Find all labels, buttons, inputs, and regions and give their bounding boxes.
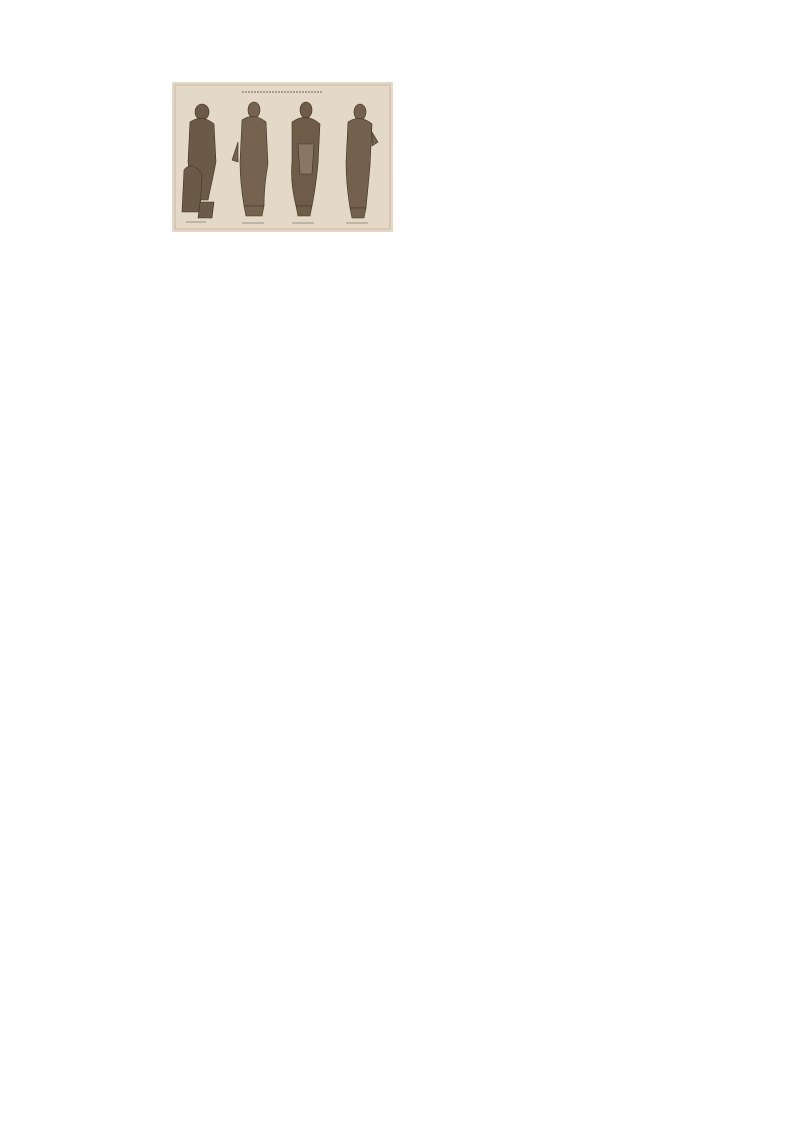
- engraving-four-temperaments-image: [172, 82, 393, 232]
- temperaments-engraving-image: [172, 82, 393, 232]
- document-page: [115, 70, 745, 238]
